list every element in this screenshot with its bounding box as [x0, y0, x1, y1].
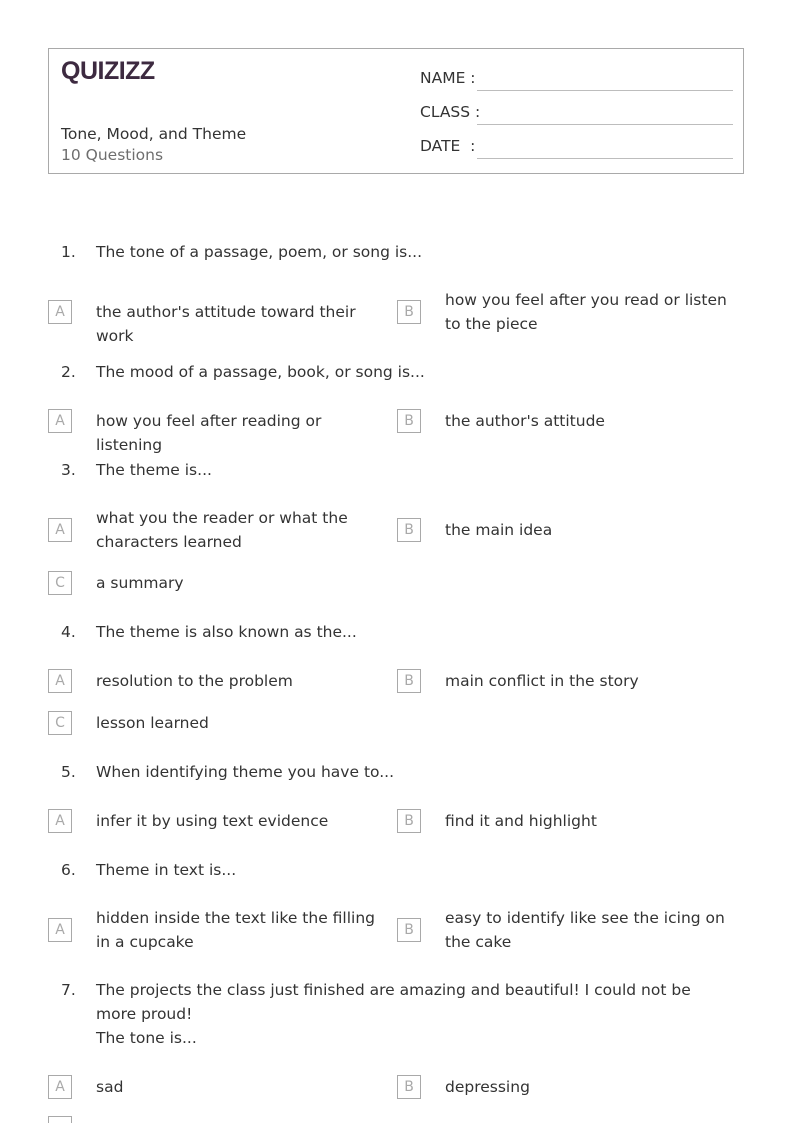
option-text: how you feel after you read or listen to the piece: [445, 291, 727, 333]
option-text: a summary: [96, 574, 184, 592]
option-box-b[interactable]: B: [397, 300, 421, 324]
option-box-a[interactable]: A: [48, 669, 72, 693]
option-text: infer it by using text evidence: [96, 812, 329, 830]
class-line[interactable]: [477, 123, 733, 125]
option-box-b[interactable]: B: [397, 918, 421, 942]
option-text: main conflict in the story: [445, 672, 639, 690]
question-number: 5.: [61, 763, 76, 781]
worksheet-title: Tone, Mood, and Theme: [61, 125, 247, 143]
option-text: hidden inside the text like the filling in a cupcake: [96, 909, 375, 951]
option-text: how you feel after reading or listening: [96, 412, 322, 454]
option-box-b[interactable]: B: [397, 669, 421, 693]
worksheet-header: [48, 48, 744, 174]
option-box-a[interactable]: A: [48, 918, 72, 942]
option-text: the main idea: [445, 521, 553, 539]
option-text: depressing: [445, 1078, 530, 1096]
option-box-b[interactable]: B: [397, 409, 421, 433]
option-box-a[interactable]: A: [48, 809, 72, 833]
option-box-b[interactable]: B: [397, 1075, 421, 1099]
option-box-c-partial[interactable]: [48, 1116, 72, 1123]
question-count: 10 Questions: [61, 146, 164, 164]
option-box-a[interactable]: A: [48, 1075, 72, 1099]
option-text: resolution to the problem: [96, 672, 293, 690]
option-box-c[interactable]: C: [48, 711, 72, 735]
question-text: The theme is also known as the...: [96, 623, 357, 641]
question-text: Theme in text is...: [96, 861, 237, 879]
option-text: the author's attitude: [445, 412, 605, 430]
name-label: NAME :: [420, 69, 476, 87]
option-text: the author's attitude toward their work: [96, 303, 356, 345]
question-number: 1.: [61, 243, 76, 261]
option-box-b[interactable]: B: [397, 518, 421, 542]
question-number: 4.: [61, 623, 76, 641]
question-number: 3.: [61, 461, 76, 479]
question-text: The tone of a passage, poem, or song is...: [96, 243, 423, 261]
option-text: lesson learned: [96, 714, 209, 732]
question-number: 2.: [61, 363, 76, 381]
option-text: easy to identify like see the icing on the cake: [445, 909, 725, 951]
option-text: sad: [96, 1078, 124, 1096]
option-box-c[interactable]: C: [48, 571, 72, 595]
option-box-a[interactable]: A: [48, 300, 72, 324]
name-line[interactable]: [477, 89, 733, 91]
date-line[interactable]: [477, 157, 733, 159]
option-text: find it and highlight: [445, 812, 597, 830]
date-label: DATE :: [420, 137, 476, 155]
question-text: When identifying theme you have to...: [96, 763, 395, 781]
question-number: 6.: [61, 861, 76, 879]
option-box-a[interactable]: A: [48, 518, 72, 542]
question-number: 7.: [61, 981, 76, 999]
option-box-b[interactable]: B: [397, 809, 421, 833]
question-text: The theme is...: [96, 461, 212, 479]
option-box-a[interactable]: A: [48, 409, 72, 433]
quizizz-logo: QUIZIZZ: [61, 57, 155, 85]
question-text: The mood of a passage, book, or song is...: [96, 363, 425, 381]
question-text: The projects the class just finished are amazing and beautiful! I could not be more proud!: [96, 981, 691, 1023]
class-label: CLASS :: [420, 103, 481, 121]
question-text-line-2: The tone is...: [96, 1029, 197, 1047]
option-text: what you the reader or what the characters learned: [96, 509, 348, 551]
